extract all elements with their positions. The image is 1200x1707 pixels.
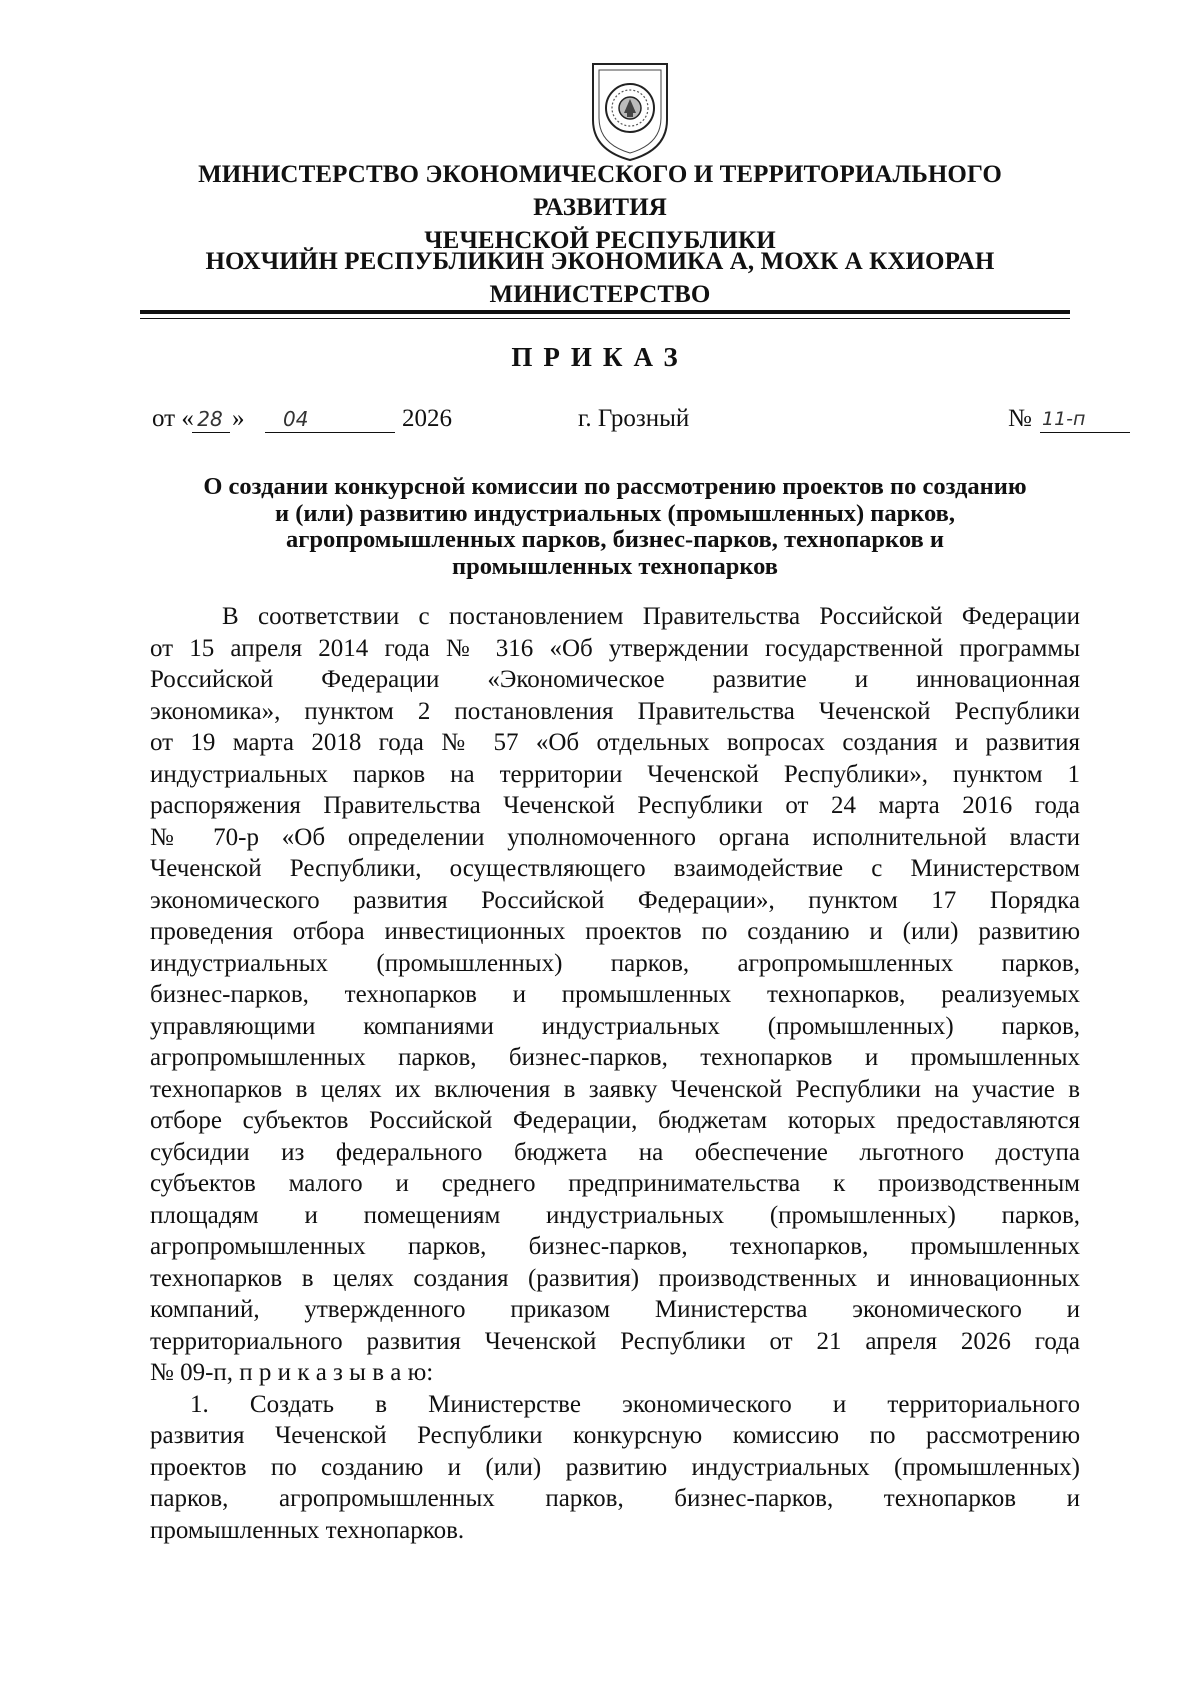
subject-line: промышленных технопарков bbox=[451, 552, 779, 580]
header-divider-thick bbox=[140, 310, 1070, 314]
body-line: бизнес-парков, технопарков и промышленных технопарков, реализуемых bbox=[150, 981, 1080, 1008]
subject-line: О создании конкурсной комиссии по рассмотрению проектов по созданию bbox=[203, 473, 1027, 500]
subject-line: агропромышленных парков, бизнес-парков, технопарков и bbox=[286, 526, 944, 553]
body-line: технопарков в целях создания (развития) производственных и инновационных bbox=[150, 1264, 1080, 1292]
order-number-label: № bbox=[1008, 405, 1032, 432]
ministry-name-line: МИНИСТЕРСТВО bbox=[489, 281, 711, 308]
body-line: субъектов малого и среднего предпринимательства к производственным bbox=[150, 1170, 1080, 1197]
body-line: площадям и помещениям индустриальных (промышленных) парков, bbox=[150, 1201, 1080, 1229]
date-day-handwritten: 28 bbox=[197, 407, 223, 431]
item-line: промышленных технопарков. bbox=[150, 1516, 465, 1544]
body-line: управляющими компаниями индустриальных (промышленных) парков, bbox=[150, 1012, 1080, 1040]
ministry-name-line: ЧЕЧЕНСКОЙ РЕСПУБЛИКИ bbox=[424, 227, 776, 254]
item-line: парков, агропромышленных парков, бизнес-парков, технопарков и bbox=[150, 1485, 1080, 1512]
coat-of-arms-emblem-icon bbox=[585, 58, 675, 163]
date-quote-close: » bbox=[232, 405, 245, 432]
item-line: 1. Создать в Министерстве экономического и территориального bbox=[190, 1390, 1080, 1418]
body-line: индустриальных (промышленных) парков, агропромышленных парков, bbox=[150, 949, 1080, 977]
ministry-name-russian bbox=[130, 158, 1070, 257]
body-line: отборе субъектов Российской Федерации, бюджетам которых предоставляются bbox=[150, 1107, 1080, 1134]
body-line: субсидии из федерального бюджета на обеспечение льготного доступа bbox=[150, 1138, 1080, 1166]
body-line: территориального развития Чеченской Республики от 21 апреля 2026 года bbox=[150, 1327, 1080, 1355]
date-prefix: от « bbox=[152, 405, 194, 432]
body-line: от 15 апреля 2014 года № 316 «Об утверждении государственной программы bbox=[150, 634, 1080, 662]
number-underline bbox=[1040, 432, 1130, 433]
body-line: № 70-р «Об определении уполномоченного органа исполнительной власти bbox=[150, 823, 1080, 851]
month-underline bbox=[265, 432, 395, 433]
item-line: проектов по созданию и (или) развитию индустриальных (промышленных) bbox=[150, 1453, 1080, 1481]
ministry-name-line: МИНИСТЕРСТВО ЭКОНОМИЧЕСКОГО И ТЕРРИТОРИАЛЬНОГО РАЗВИТИЯ bbox=[198, 161, 1002, 221]
body-line: индустриальных парков на территории Чеченской Республики», пунктом 1 bbox=[150, 760, 1080, 788]
body-line: агропромышленных парков, бизнес-парков, технопарков и промышленных bbox=[150, 1044, 1080, 1071]
body-line: Российской Федерации «Экономическое развитие и инновационная bbox=[150, 666, 1080, 693]
body-line: В соответствии с постановлением Правительства Российской Федерации bbox=[222, 603, 1080, 630]
day-underline bbox=[192, 432, 230, 433]
body-line: агропромышленных парков, бизнес-парков, технопарков, промышленных bbox=[150, 1233, 1080, 1260]
subject-line: и (или) развитию индустриальных (промышленных) парков, bbox=[274, 499, 956, 527]
document-title: ПРИКАЗ bbox=[511, 342, 689, 372]
item-line: развития Чеченской Республики конкурсную комиссию по рассмотрению bbox=[150, 1422, 1080, 1449]
order-subject bbox=[150, 474, 1080, 580]
date-month-handwritten: 04 bbox=[283, 407, 309, 431]
city-name: г. Грозный bbox=[578, 405, 690, 432]
body-line: Чеченской Республики, осуществляющего взаимодействие с Министерством bbox=[150, 855, 1080, 882]
date-year: 2026 bbox=[402, 405, 452, 432]
header-divider-thin bbox=[140, 318, 1070, 319]
body-line: экономического развития Российской Федерации», пунктом 17 Порядка bbox=[150, 886, 1080, 914]
body-line: экономика», пунктом 2 постановления Правительства Чеченской Республики bbox=[150, 697, 1080, 725]
ministry-name-line: НОХЧИЙН РЕСПУБЛИКИН ЭКОНОМИКА А, МОХК А КХИОРАН bbox=[205, 248, 995, 275]
body-line: компаний, утвержденного приказом Министерства экономического и bbox=[150, 1296, 1080, 1323]
body-line: от 19 марта 2018 года № 57 «Об отдельных вопросах создания и развития bbox=[150, 729, 1080, 756]
body-line: проведения отбора инвестиционных проектов по созданию и (или) развитию bbox=[150, 918, 1080, 945]
body-line: № 09-п, п р и к а з ы в а ю: bbox=[150, 1359, 434, 1386]
body-line: распоряжения Правительства Чеченской Республики от 24 марта 2016 года bbox=[150, 792, 1080, 819]
body-line: технопарков в целях их включения в заявку Чеченской Республики на участие в bbox=[150, 1075, 1080, 1103]
ministry-name-chechen bbox=[130, 245, 1070, 311]
order-body bbox=[150, 601, 1080, 1546]
order-number-handwritten: 11-п bbox=[1042, 408, 1086, 430]
